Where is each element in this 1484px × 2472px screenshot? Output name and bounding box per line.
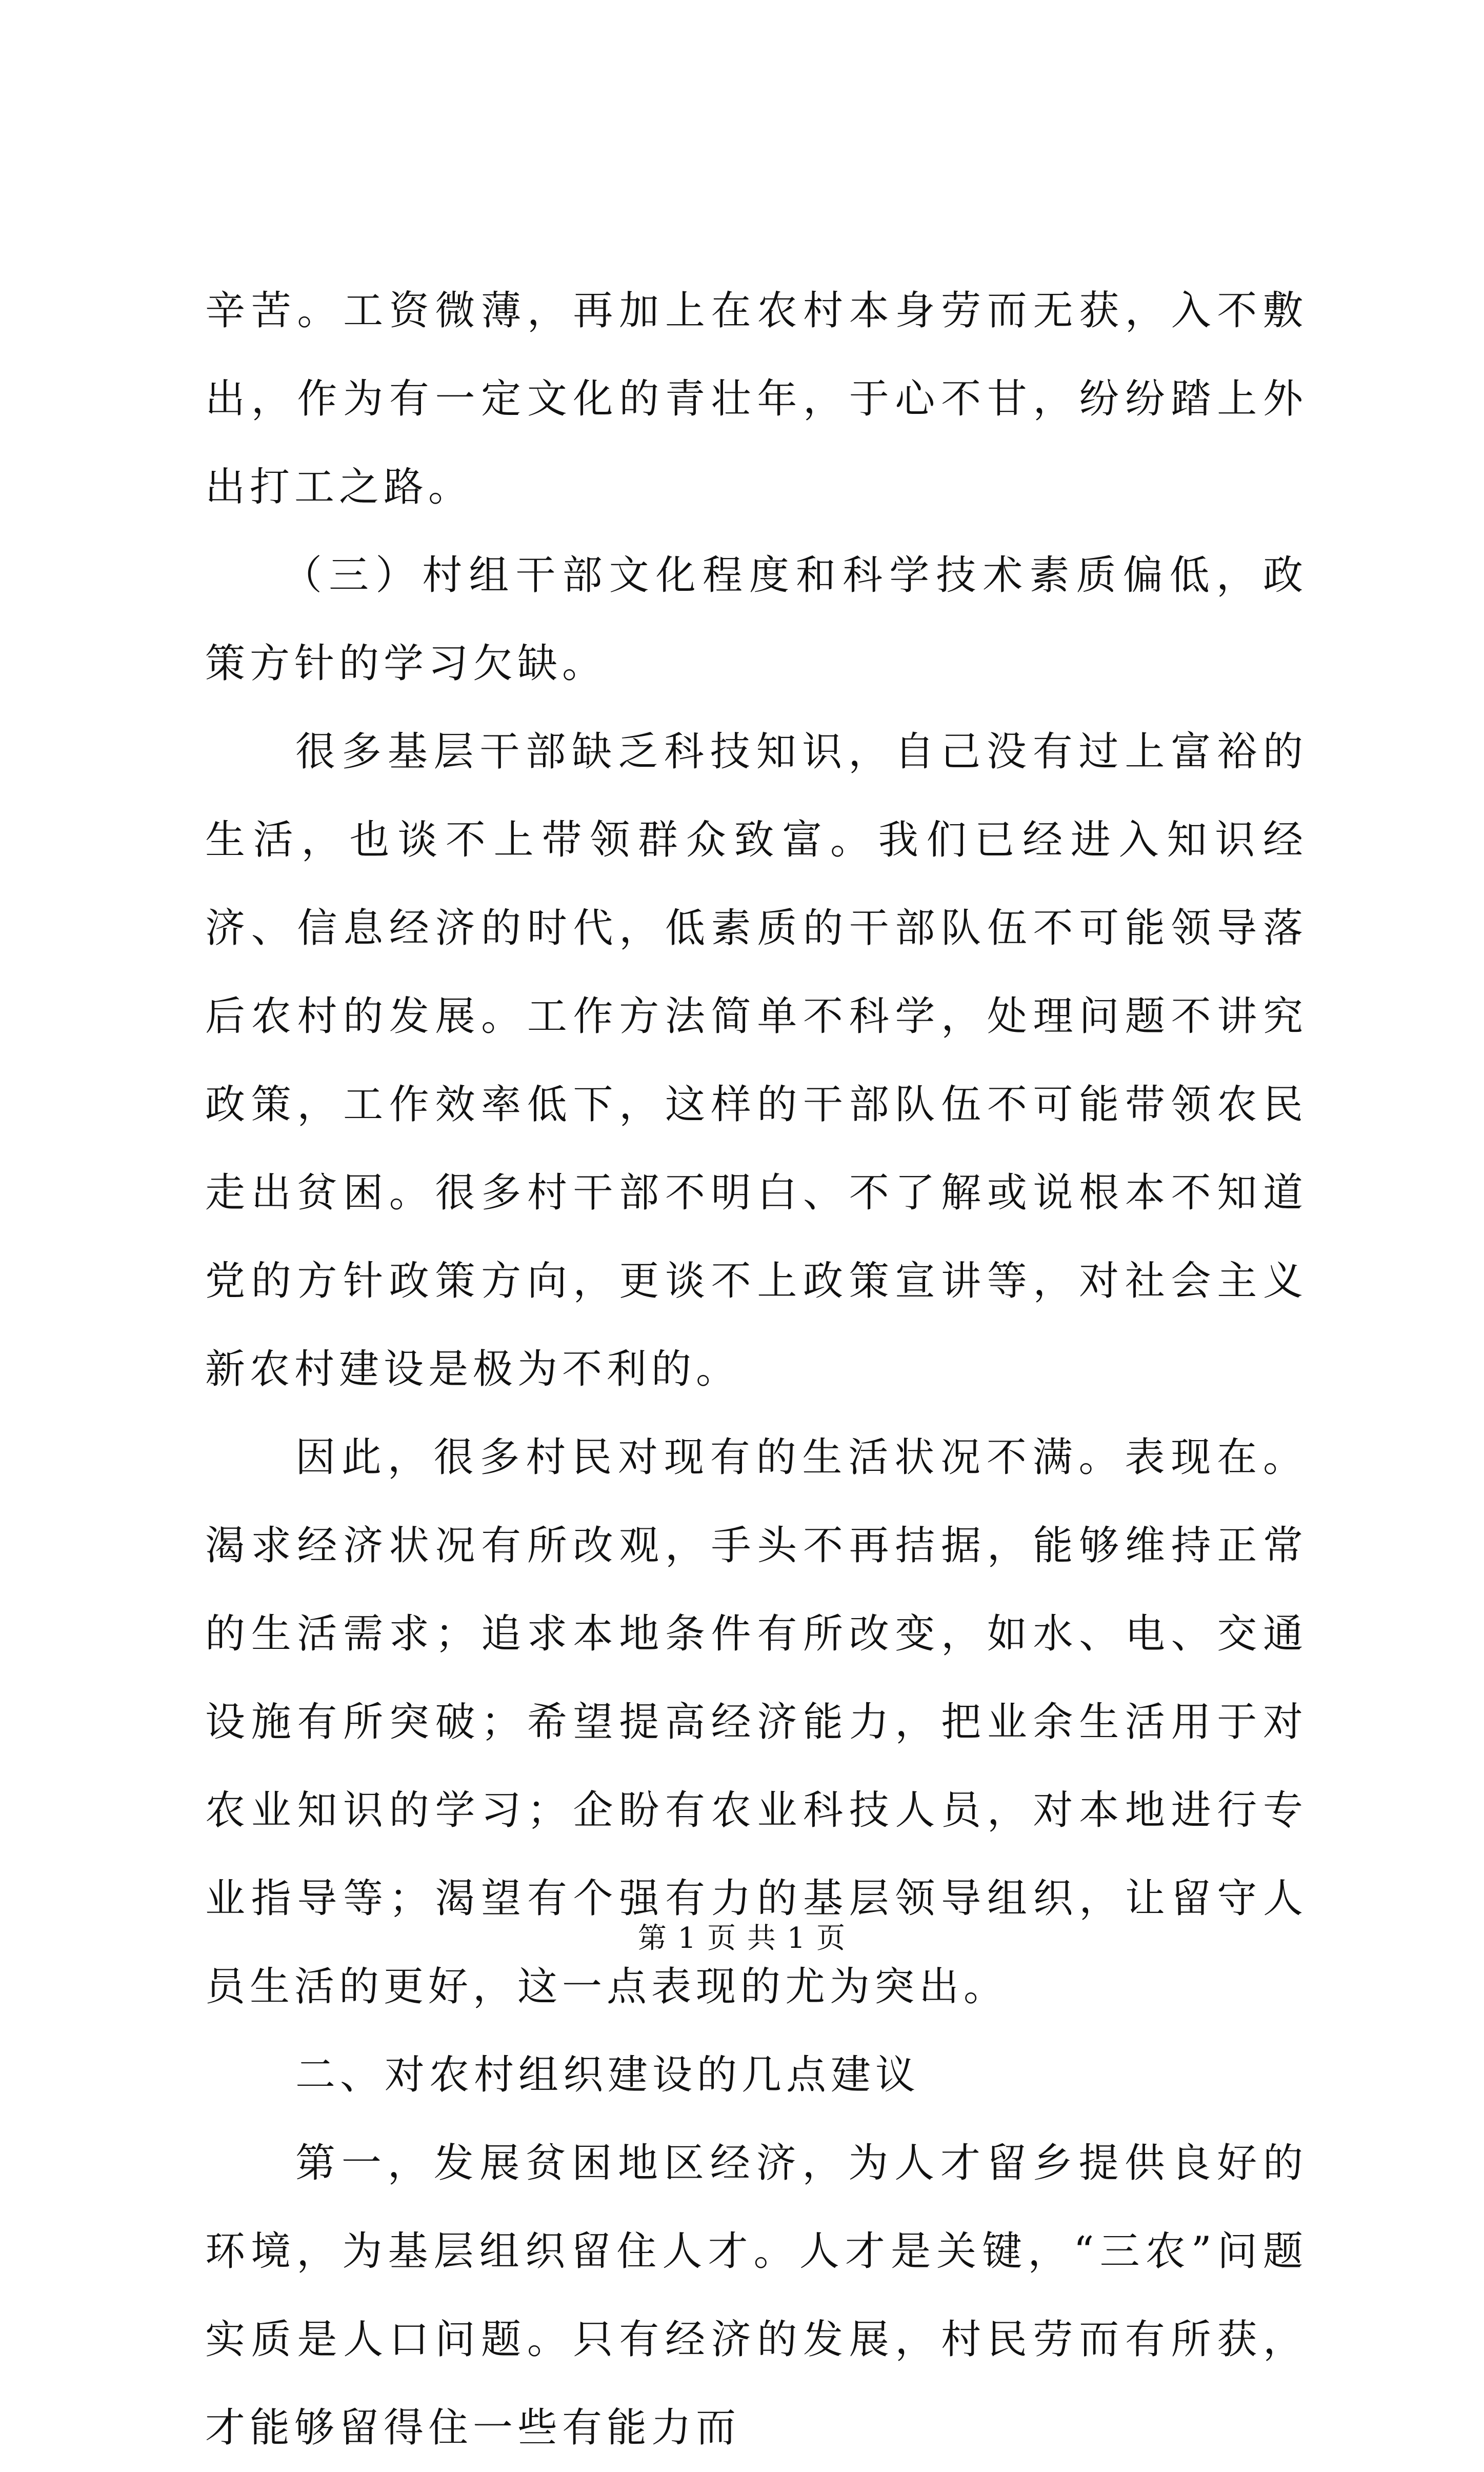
page-footer: 第 1 页 共 1 页 — [637, 1922, 847, 1955]
document-body — [205, 267, 1308, 2472]
paragraph-continuation: 辛苦。工资微薄，再加上在农村本身劳而无获，入不敷出，作为有一定文化的青壮年，于心不甘，纷纷踏上外出打工之路。 — [205, 288, 1308, 510]
paragraph-cadres: 很多基层干部缺乏科技知识，自己没有过上富裕的生活，也谈不上带领群众致富。我们已经进入知识经济、信息经济的时代，低素质的干部队伍不可能领导落后农村的发展。工作方法简单不科学，处理问题不讲究政策，工作效率低下，这样的干部队伍不可能带领农民走出贫困。很多村干部不明白、不了解或说根本不知道党的方针政策方向，更谈不上政策宣讲等，对社会主义新农村建设是极为不利的。 — [205, 729, 1308, 1392]
paragraph-first-suggestion: 第一，发展贫困地区经济，为人才留乡提供良好的环境，为基层组织留住人才。人才是关键，“三农”问题实质是人口问题。只有经济的发展，村民劳而有所获，才能够留得住一些有能力而 — [205, 2140, 1308, 2451]
paragraph-subheading: （三）村组干部文化程度和科学技术素质偏低，政策方针的学习欠缺。 — [205, 552, 1308, 687]
section-heading: 二、对农村组织建设的几点建议 — [295, 2052, 920, 2098]
paragraph-villagers: 因此，很多村民对现有的生活状况不满。表现在。渴求经济状况有所改观，手头不再拮据，能够维持正常的生活需求；追求本地条件有所改变，如水、电、交通设施有所突破；希望提高经济能力，把业余生活用于对农业知识的学习；企盼有农业科技人员，对本地进行专业指导等；渴望有个强有力的基层领导组织，让留守人员生活的更好，这一点表现的尤为突出。 — [205, 1434, 1308, 2010]
